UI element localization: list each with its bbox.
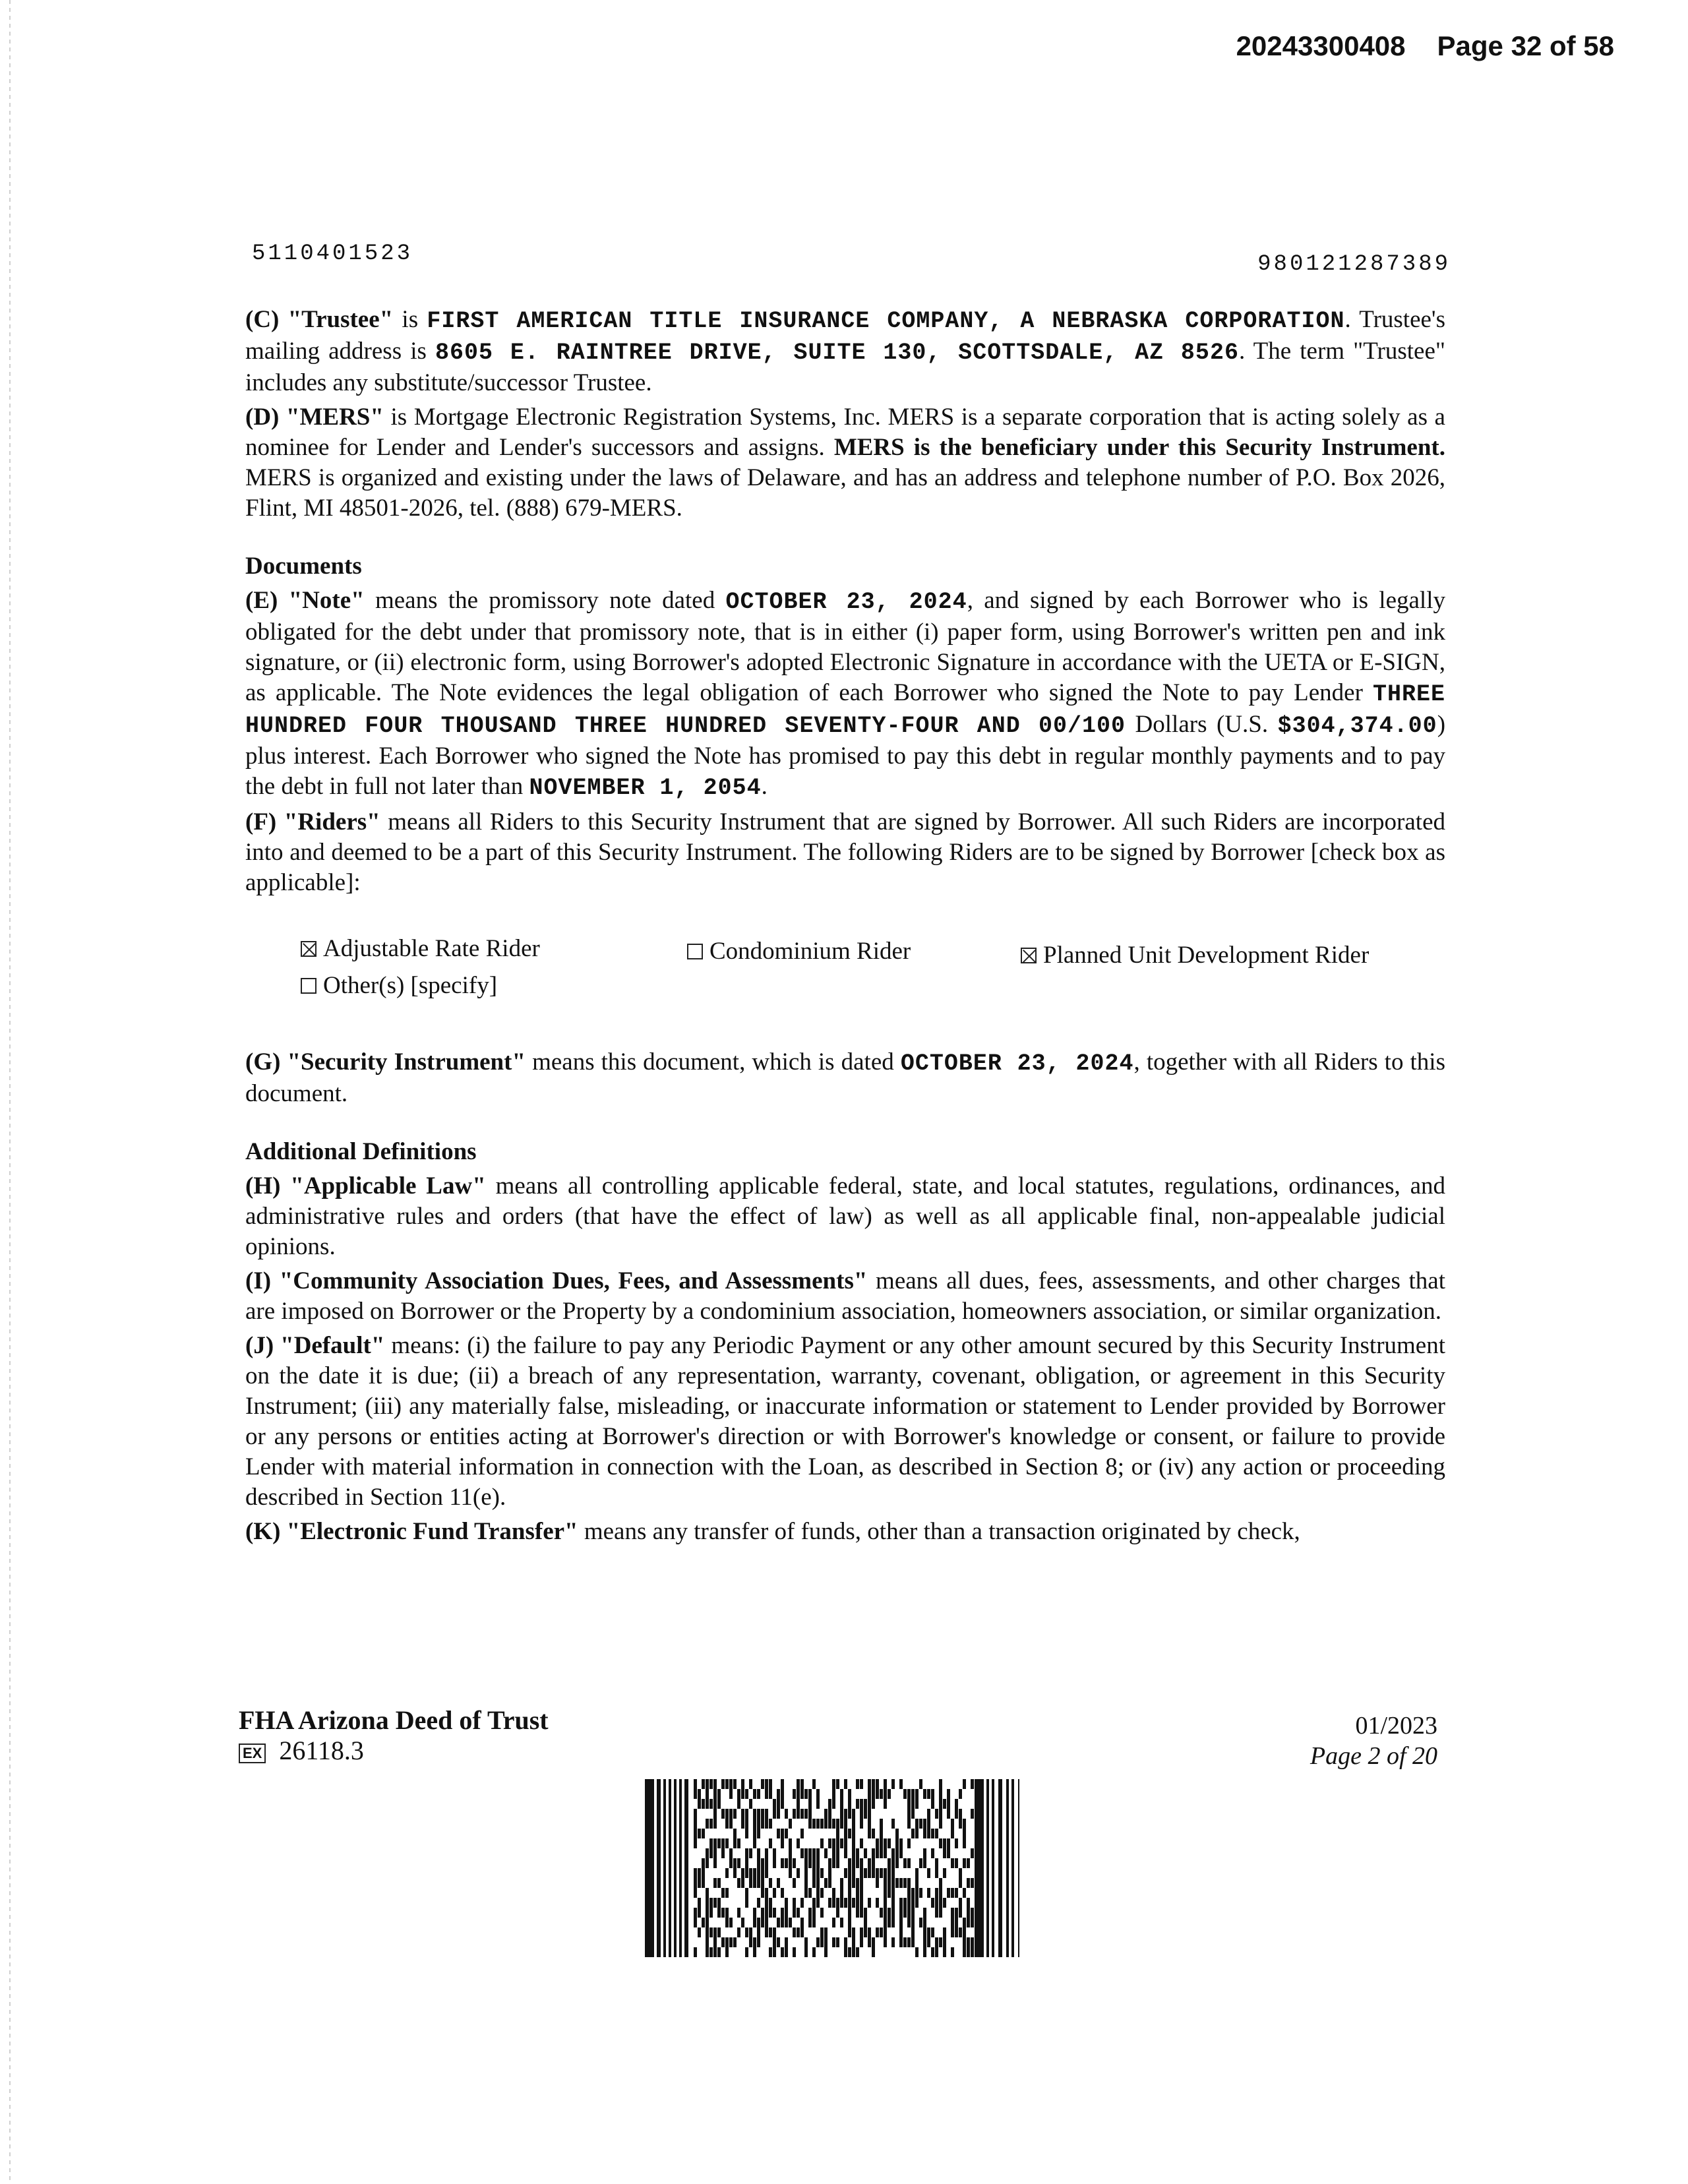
checkbox-empty-icon[interactable] [301, 978, 316, 994]
definition-security-instrument [245, 1047, 1445, 1109]
definition-note [245, 586, 1445, 803]
trustee-name: FIRST AMERICAN TITLE INSURANCE COMPANY, A NEBRASKA CORPORATION [427, 308, 1345, 334]
text: . The term "Trustee" includes any substitute/successor Trustee. [245, 338, 1446, 396]
definition-label: (C) "Trustee" [245, 306, 394, 333]
text: is [393, 306, 427, 333]
definition-label: (K) "Electronic Fund Transfer" [245, 1518, 578, 1545]
text: is Mortgage Electronic Registration Systems, Inc. MERS is a separate corporation that is acting solely as a nominee for Lender and Lender's successors and assigns. [245, 404, 1445, 461]
rider-adjustable-rate[interactable] [301, 934, 540, 964]
definition-label: (E) "Note" [245, 587, 365, 614]
note-date: OCTOBER 23, 2024 [725, 589, 967, 615]
loan-number-left: 5110401523 [252, 241, 413, 266]
definition-label: (H) "Applicable Law" [245, 1172, 486, 1199]
definition-label: (G) "Security Instrument" [245, 1048, 526, 1076]
ex-badge-icon: EX [239, 1744, 266, 1763]
recording-number: 20243300408 [1236, 30, 1406, 61]
recording-header [1236, 30, 1614, 62]
definition-default [245, 1331, 1445, 1513]
section-heading-additional-definitions: Additional Definitions [245, 1138, 477, 1165]
text: MERS is organized and existing under the laws of Delaware, and has an address and telephone number of P.O. Box 2026, Flint, MI 48501-2026, tel. (888) 679-MERS. [245, 464, 1445, 522]
text: , and signed by each Borrower who is legally obligated for the debt under that promissory note, that is in either (i) paper form, using Borrower's written pen and ink signature, or (ii) electronic form, using Borrower's adopted Electronic Signature in accordance with the UETA or E-SIGN, as applicable. The Note evidences the legal obligation of each Borrower who signed the Note to pay Lender [245, 587, 1445, 706]
checkbox-checked-icon[interactable] [1021, 948, 1037, 963]
text: ) plus interest. Each Borrower who signed the Note has promised to pay this debt in regular monthly payments and to pay the debt in full not later than [245, 711, 1446, 800]
loan-number-right: 980121287389 [1257, 252, 1451, 277]
form-title: FHA Arizona Deed of Trust [239, 1705, 549, 1735]
text: . [761, 773, 768, 800]
definition-riders [245, 807, 1445, 898]
definition-label: (F) "Riders" [245, 808, 380, 835]
definition-trustee [245, 305, 1445, 398]
text: means: (i) the failure to pay any Periodic Payment or any other amount secured by this Security Instrument on the date it is due; (ii) a breach of any representation, warranty, covenant, obligation, or agreement in this Security Instrument; (iii) any materially false, misleading, or inaccurate information or statement to Lender provided by Borrower or any persons or entities acting at Borrower's direction or with Borrower's knowledge or consent, or failure to provide Lender with material information in connection with the Loan, as described in Section 8; or (iv) any action or proceeding described in Section 11(e). [245, 1332, 1446, 1511]
rider-label: Other(s) [specify] [323, 972, 498, 999]
text: means this document, which is dated [526, 1048, 901, 1076]
text: means all Riders to this Security Instrument that are signed by Borrower. All such Riders are incorporated into and deemed to be a part of this Security Instrument. The following Riders are to be signed by Borrower [check box as applicable]: [245, 808, 1445, 896]
rider-checkboxes [245, 934, 1445, 1021]
document-body [245, 305, 1445, 1551]
text: means any transfer of funds, other than a transaction originated by check, [578, 1518, 1300, 1545]
mers-beneficiary-statement: MERS is the beneficiary under this Security Instrument. [833, 434, 1445, 461]
pdf417-barcode-icon [645, 1779, 1025, 1957]
loan-amount-words: THREE HUNDRED FOUR THOUSAND THREE HUNDRED SEVENTY-FOUR AND 00/100 [245, 681, 1445, 739]
trustee-address: 8605 E. RAINTREE DRIVE, SUITE 130, SCOTTSDALE, AZ 8526 [435, 340, 1239, 366]
definition-applicable-law [245, 1171, 1445, 1262]
section-heading-documents: Documents [245, 553, 362, 580]
text: means all dues, fees, assessments, and other charges that are imposed on Borrower or the Property by a condominium association, homeowners association, or similar organization. [245, 1267, 1445, 1325]
rider-condominium[interactable] [687, 936, 911, 967]
rider-label: Planned Unit Development Rider [1043, 942, 1370, 969]
checkbox-checked-icon[interactable] [301, 941, 316, 957]
rider-label: Adjustable Rate Rider [323, 935, 540, 962]
maturity-date: NOVEMBER 1, 2054 [529, 775, 762, 801]
form-page-number: Page 2 of 20 [1310, 1742, 1437, 1770]
definition-electronic-fund-transfer [245, 1517, 1445, 1547]
rider-label: Condominium Rider [709, 938, 911, 965]
definition-label: (I) "Community Association Dues, Fees, and Assessments" [245, 1267, 868, 1294]
form-date: 01/2023 [1355, 1712, 1437, 1740]
text: means the promissory note dated [364, 587, 726, 614]
checkbox-empty-icon[interactable] [687, 944, 703, 959]
form-footer [239, 1705, 549, 1766]
definition-label: (D) "MERS" [245, 404, 384, 431]
rider-other[interactable] [301, 971, 497, 1001]
definition-label: (J) "Default" [245, 1332, 385, 1359]
text: means all controlling applicable federal, state, and local statutes, regulations, ordinances, and administrative rules and orders (that have the effect of law) as well as all applicable final, non-appealable judicial opinions. [245, 1172, 1445, 1260]
recording-page-label: Page 32 of 58 [1437, 30, 1614, 61]
form-code: 26118.3 [279, 1736, 364, 1765]
text: , together with all Riders to this document. [245, 1048, 1445, 1107]
definition-mers [245, 402, 1445, 524]
form-footer-right [1310, 1711, 1437, 1771]
definition-community-association [245, 1266, 1445, 1327]
scan-edge [9, 0, 11, 2184]
loan-amount: $304,374.00 [1277, 713, 1437, 739]
text: . Trustee's mailing address is [245, 306, 1445, 365]
security-instrument-date: OCTOBER 23, 2024 [900, 1050, 1134, 1077]
text: Dollars (U.S. [1126, 711, 1278, 738]
rider-planned-unit-development[interactable] [1021, 940, 1369, 971]
